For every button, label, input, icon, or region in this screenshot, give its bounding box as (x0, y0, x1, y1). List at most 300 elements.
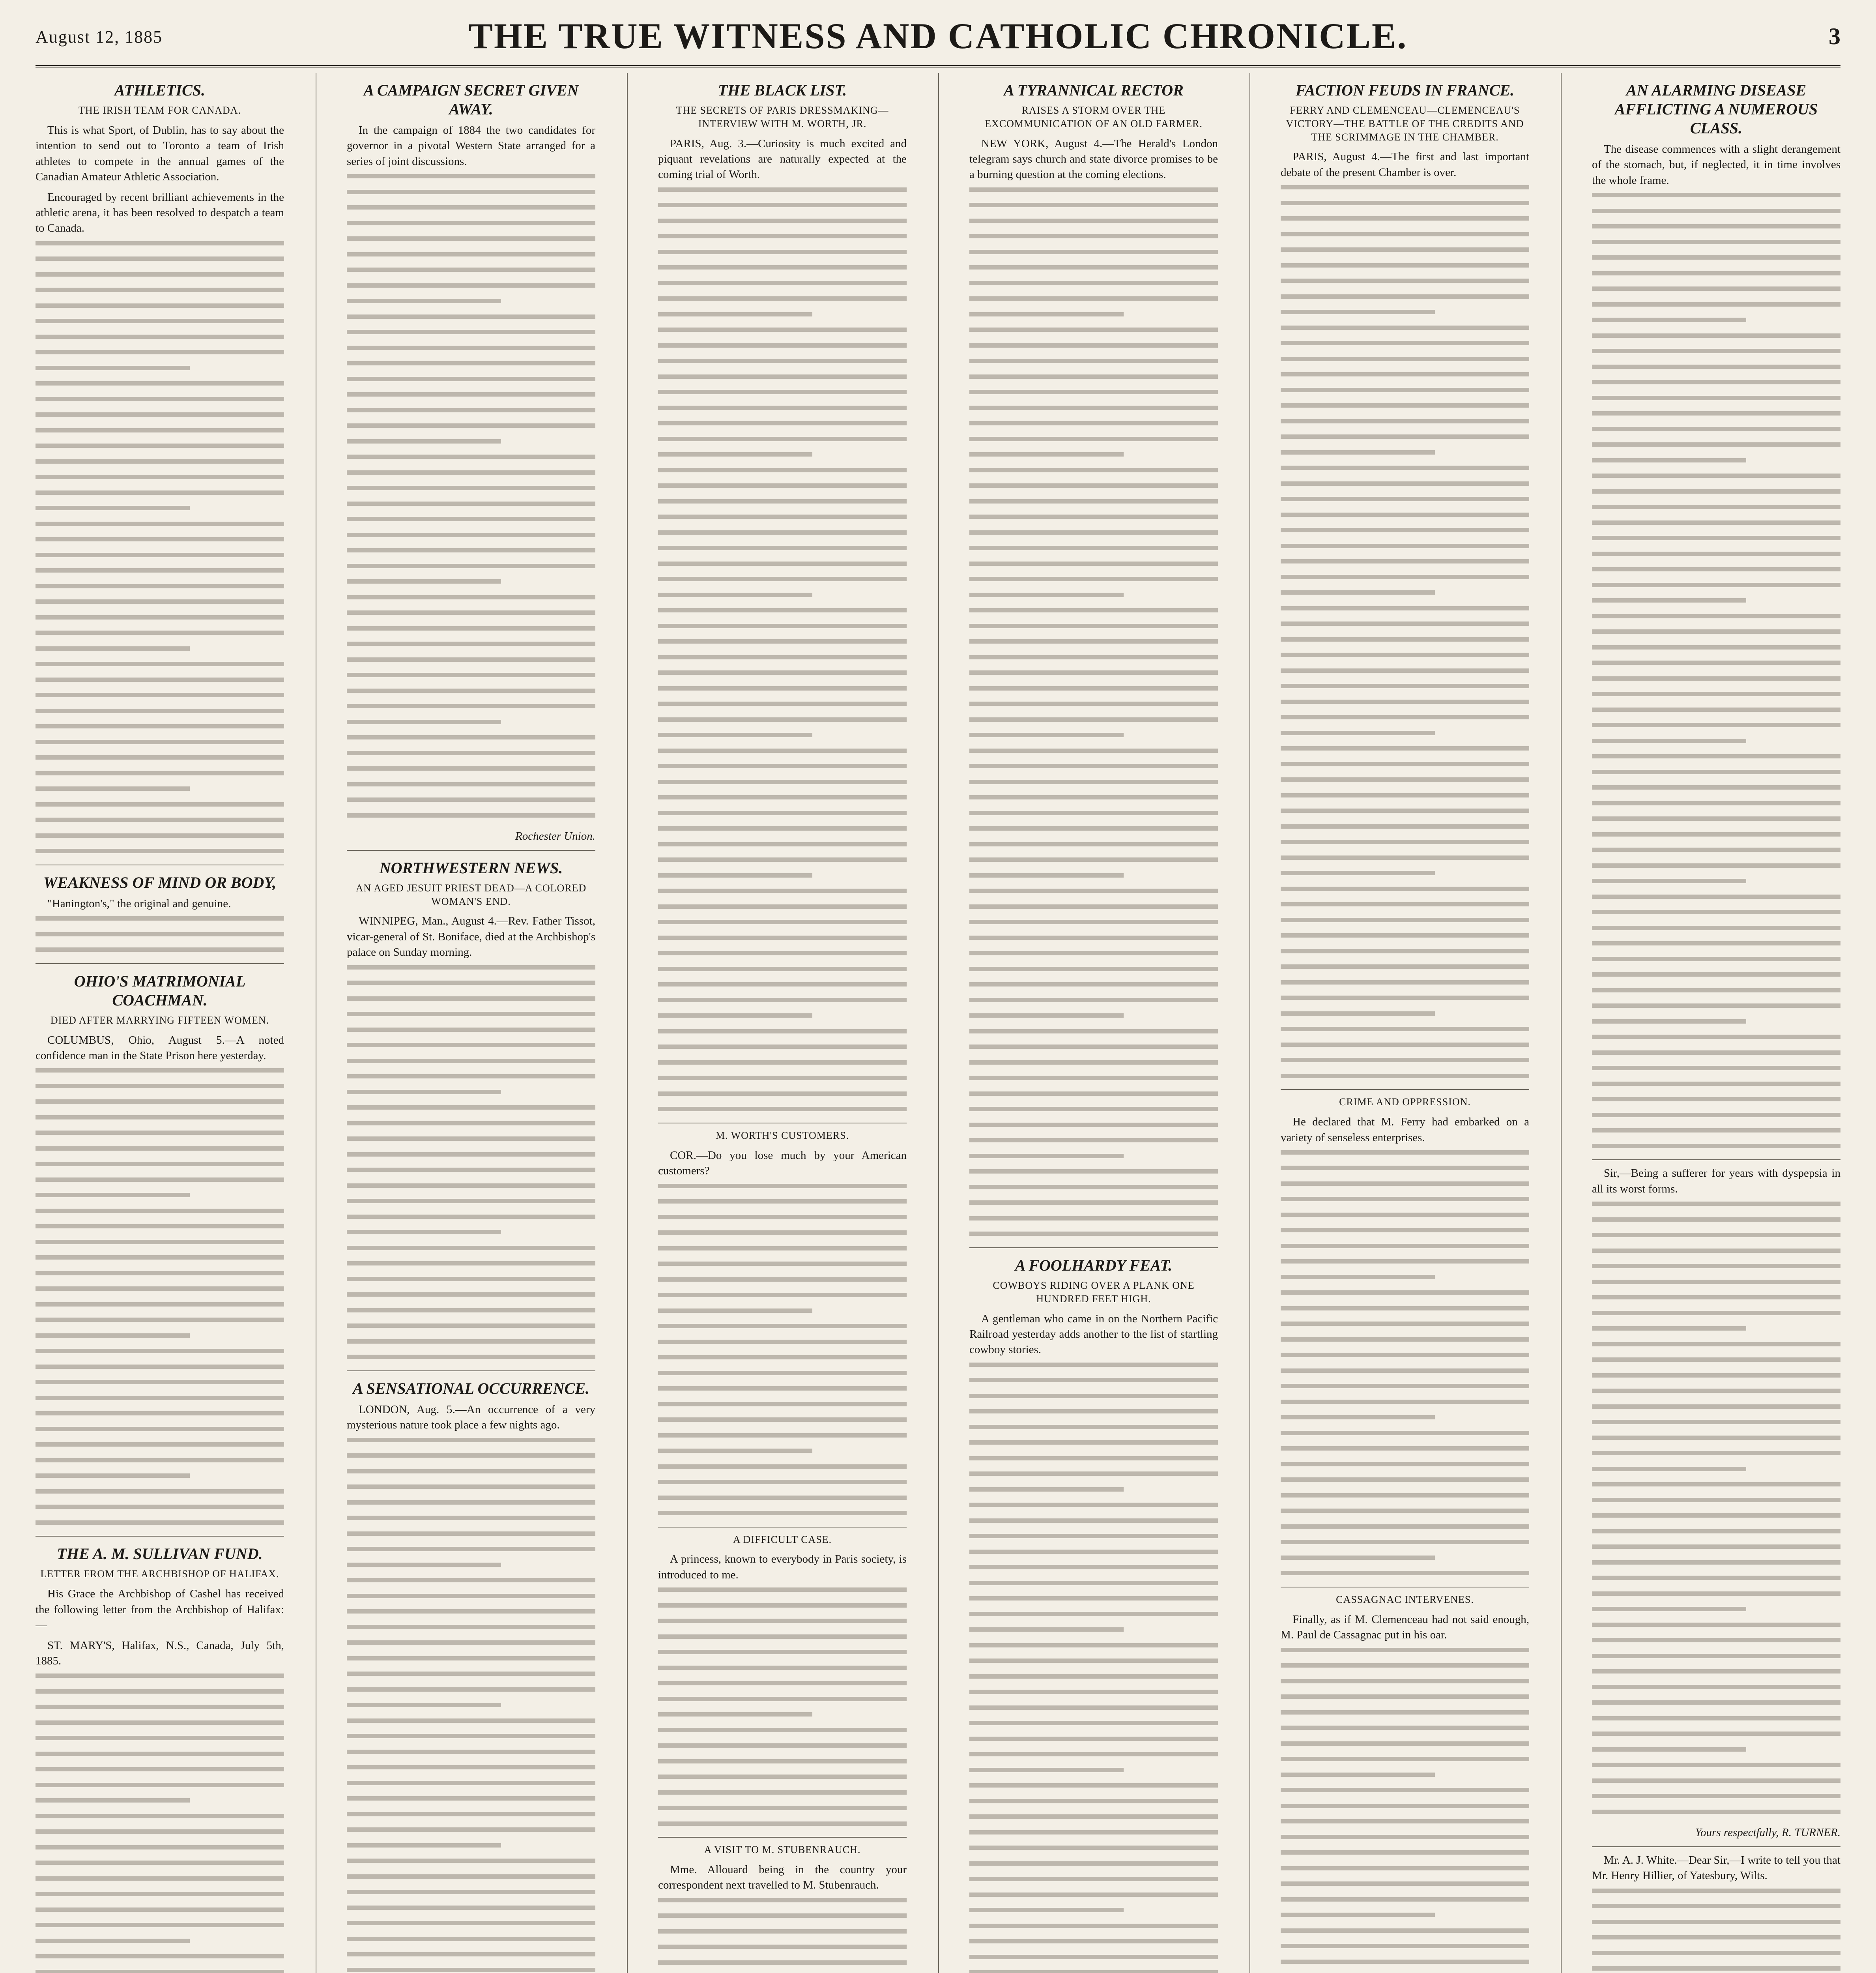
text-line (347, 1640, 595, 1645)
article (658, 1843, 907, 1973)
text-line (36, 366, 190, 370)
text-line (1281, 684, 1529, 688)
article-text-lines (347, 965, 595, 1359)
article-text-lines (347, 174, 595, 818)
text-line (1592, 318, 1746, 322)
text-line (969, 1752, 1218, 1756)
text-line (969, 1783, 1218, 1788)
text-line (658, 1960, 907, 1965)
article (347, 81, 595, 851)
text-line (658, 593, 812, 597)
text-line (1592, 1249, 1840, 1253)
text-line (658, 406, 907, 410)
text-line (1281, 621, 1529, 626)
text-line (347, 1656, 595, 1660)
text-line (1281, 762, 1529, 766)
text-line (1281, 1197, 1529, 1201)
text-line (969, 857, 1218, 862)
text-line (36, 412, 284, 417)
text-line (658, 670, 907, 675)
text-line (1592, 1763, 1840, 1767)
article-text-lines (1592, 193, 1840, 1148)
text-line (658, 842, 907, 846)
text-line (969, 624, 1218, 628)
article-text-lines (36, 1673, 284, 1973)
article-headline: OHIO'S MATRIMONIAL COACHMAN. (74, 972, 246, 1009)
text-line (347, 1059, 595, 1063)
article-headline: A TYRANNICAL RECTOR (1004, 81, 1184, 99)
page-number: 3 (1829, 23, 1840, 49)
text-line (36, 740, 284, 744)
column-rule (1561, 73, 1562, 1973)
article-subheadline: CASSAGNAC INTERVENES. (1336, 1593, 1474, 1605)
article (658, 1533, 907, 1838)
text-line (1592, 1311, 1840, 1315)
text-line (658, 826, 907, 831)
text-line (347, 252, 595, 256)
text-line (347, 1750, 595, 1754)
text-line (1281, 933, 1529, 938)
text-line (1592, 1794, 1840, 1798)
text-line (658, 1821, 907, 1826)
text-line (1592, 1097, 1840, 1101)
text-line (1592, 723, 1840, 727)
text-line (658, 1293, 907, 1297)
text-line (1592, 1778, 1840, 1783)
text-line (658, 1480, 907, 1484)
masthead (36, 11, 1840, 62)
article-text-lines (658, 1587, 907, 1826)
text-line (347, 1968, 595, 1972)
text-line (347, 813, 595, 818)
text-line (1592, 972, 1840, 977)
text-line (1592, 1747, 1746, 1752)
text-line (658, 1402, 907, 1406)
text-line (969, 374, 1218, 379)
text-line (347, 704, 595, 708)
text-line (658, 390, 907, 394)
text-line (347, 1687, 595, 1692)
article-text-lines (1281, 185, 1529, 1078)
text-line (658, 1199, 907, 1204)
text-line (1281, 544, 1529, 548)
text-line (36, 599, 284, 604)
article-subheadline: CRIME AND OPPRESSION. (1339, 1096, 1471, 1108)
text-line (347, 1215, 595, 1219)
text-line (658, 1045, 907, 1049)
text-line (347, 486, 595, 490)
text-line (1281, 1540, 1529, 1544)
text-line (1592, 489, 1840, 494)
article (347, 1379, 595, 1973)
article-divider (1592, 1846, 1840, 1847)
text-line (969, 780, 1218, 784)
text-line (1592, 1732, 1840, 1736)
text-line (969, 1830, 1218, 1834)
article-paragraph: WINNIPEG, Man., August 4.—Rev. Father Tissot, vicar-general of St. Boniface, died at the Archbishop's palace on Sunday morning. (347, 915, 595, 959)
text-line (347, 579, 501, 584)
text-line (1592, 645, 1840, 650)
text-line (969, 1518, 1218, 1523)
text-line (347, 720, 501, 724)
text-line (347, 1277, 595, 1281)
article (1592, 81, 1840, 1160)
text-line (1592, 1513, 1840, 1518)
text-line (969, 1534, 1218, 1538)
text-line (658, 1230, 907, 1235)
text-line (1281, 1819, 1529, 1823)
text-line (969, 468, 1218, 472)
text-line (658, 577, 907, 581)
text-line (1592, 255, 1840, 260)
article-paragraph: A princess, known to everybody in Paris society, is introduced to me. (658, 1553, 907, 1581)
text-line (1592, 349, 1840, 353)
text-line (36, 1489, 284, 1494)
text-line (1592, 536, 1840, 540)
text-line (658, 468, 907, 472)
article-text-lines (1592, 1889, 1840, 1973)
text-line (347, 1937, 595, 1941)
text-line (1281, 1213, 1529, 1217)
article-paragraph: A gentleman who came in on the Northern Pacific Railroad yesterday adds another to the list of startling cowboy stories. (969, 1312, 1218, 1356)
text-line (347, 439, 501, 444)
text-line (658, 1728, 907, 1732)
text-line (347, 268, 595, 272)
text-line (969, 998, 1218, 1002)
text-line (36, 1673, 284, 1678)
text-line (658, 1262, 907, 1266)
text-line (1592, 629, 1840, 634)
text-line (1592, 1357, 1840, 1362)
text-line (1592, 1700, 1840, 1705)
text-line (1281, 1462, 1529, 1466)
text-line (36, 335, 284, 339)
text-line (347, 1500, 595, 1505)
text-line (969, 483, 1218, 488)
text-line (1592, 1498, 1840, 1502)
text-line (347, 1028, 595, 1032)
text-line (36, 272, 284, 277)
text-line (347, 361, 595, 365)
text-line (658, 857, 907, 862)
masthead-rule (36, 65, 1840, 67)
text-line (969, 749, 1218, 753)
text-line (969, 1581, 1218, 1585)
text-line (36, 818, 284, 822)
text-line (1281, 1150, 1529, 1155)
text-line (1281, 247, 1529, 252)
text-line (658, 1417, 907, 1422)
text-line (347, 1906, 595, 1910)
text-line (1281, 887, 1529, 891)
text-line (347, 1563, 501, 1567)
text-line (969, 437, 1218, 441)
text-line (1592, 1591, 1840, 1596)
text-line (1281, 279, 1529, 283)
text-line (658, 639, 907, 644)
text-line (347, 533, 595, 537)
text-line (36, 241, 284, 245)
text-line (969, 1939, 1218, 1943)
text-line (1592, 224, 1840, 228)
text-line (1592, 957, 1840, 961)
text-line (1592, 1529, 1840, 1533)
text-line (36, 1271, 284, 1275)
text-line (1281, 1384, 1529, 1388)
text-line (36, 1115, 284, 1119)
text-line (1281, 294, 1529, 299)
article-paragraph: COR.—Do you lose much by your American customers? (658, 1149, 907, 1177)
text-line (1592, 1389, 1840, 1393)
text-line (1592, 271, 1840, 275)
text-line (347, 1339, 595, 1344)
text-line (36, 459, 284, 464)
text-line (36, 1442, 284, 1447)
text-line (658, 1511, 907, 1515)
text-line (1592, 895, 1840, 899)
article-headline: AN ALARMING DISEASE AFFLICTING A NUMEROUS CLASS. (1614, 81, 1818, 137)
text-line (969, 686, 1218, 691)
text-line (1592, 879, 1746, 883)
article-text-lines (658, 1184, 907, 1516)
text-line (36, 1131, 284, 1135)
text-line (347, 595, 595, 599)
text-line (969, 1565, 1218, 1569)
text-line (1281, 1415, 1435, 1419)
text-line (36, 1333, 190, 1338)
text-line (1592, 848, 1840, 852)
text-line (658, 203, 907, 207)
text-line (36, 1783, 284, 1787)
article (1281, 81, 1529, 1090)
text-line (658, 920, 907, 924)
text-line (1592, 1050, 1840, 1055)
text-line (969, 1060, 1218, 1065)
text-line (658, 530, 907, 535)
text-line (969, 250, 1218, 254)
text-line (36, 646, 190, 651)
text-line (658, 1898, 907, 1902)
text-line (1592, 552, 1840, 556)
article-paragraph: In the campaign of 1884 the two candidates for governor in a pivotal Western State arranged for a series of joint discussions. (347, 124, 595, 168)
text-line (36, 428, 284, 432)
text-line (1592, 1889, 1840, 1893)
article (36, 81, 284, 865)
text-line (347, 965, 595, 970)
text-line (36, 1705, 284, 1709)
text-line (1281, 1944, 1529, 1948)
text-line (1592, 1576, 1840, 1580)
text-line (658, 624, 907, 628)
text-line (1592, 1482, 1840, 1486)
text-line (1592, 1951, 1840, 1955)
text-line (1281, 372, 1529, 376)
text-line (1281, 700, 1529, 704)
text-line (1592, 1623, 1840, 1627)
text-line (347, 981, 595, 985)
text-line (1592, 598, 1746, 603)
text-line (36, 1427, 284, 1431)
text-line (658, 1433, 907, 1438)
text-line (969, 795, 1218, 799)
article-paragraph: LONDON, Aug. 5.—An occurrence of a very mysterious nature took place a few nights ago. (347, 1403, 595, 1432)
article-paragraph: PARIS, August 4.—The first and last important debate of the present Chamber is over. (1281, 150, 1529, 179)
text-line (347, 190, 595, 194)
text-line (36, 1520, 284, 1525)
text-line (1592, 1638, 1840, 1642)
text-line (347, 1453, 595, 1458)
text-line (1281, 1881, 1529, 1886)
text-line (1281, 902, 1529, 906)
text-line (347, 996, 595, 1001)
text-line (658, 234, 907, 238)
text-line (1592, 910, 1840, 914)
article-subheadline: AN AGED JESUIT PRIEST DEAD—A COLORED WOMAN'S END. (355, 882, 587, 907)
text-line (1281, 1710, 1529, 1715)
article-divider (1281, 1089, 1529, 1090)
text-line (1281, 513, 1529, 517)
text-line (347, 1625, 595, 1629)
text-line (1281, 1181, 1529, 1186)
text-line (36, 1349, 284, 1353)
text-line (658, 733, 812, 737)
text-line (36, 1380, 284, 1384)
text-line (969, 1861, 1218, 1866)
text-line (1281, 1913, 1435, 1917)
text-line (36, 1084, 284, 1088)
article-subheadline: A VISIT TO M. STUBENRAUCH. (704, 1844, 861, 1856)
article-divider (347, 1370, 595, 1371)
column-rule (938, 73, 939, 1973)
article-paragraph: "Hanington's," the original and genuine. (47, 897, 231, 910)
text-line (347, 1469, 595, 1473)
text-line (969, 1425, 1218, 1429)
article-paragraph: PARIS, Aug. 3.—Curiosity is much excited and piquant revelations are naturally expected at the coming trial of Worth. (658, 137, 907, 181)
text-line (1281, 1679, 1529, 1683)
text-line (969, 1643, 1218, 1647)
text-line (658, 452, 812, 457)
article-text-lines (36, 916, 284, 952)
text-line (1592, 1685, 1840, 1689)
text-line (1281, 871, 1435, 875)
text-line (1592, 458, 1746, 462)
text-line (36, 1892, 284, 1896)
text-line (1592, 770, 1840, 774)
text-line (36, 397, 284, 401)
text-line (36, 709, 284, 713)
article-subheadline: COWBOYS RIDING OVER A PLANK ONE HUNDRED FEET HIGH. (993, 1279, 1195, 1305)
text-line (347, 1952, 595, 1956)
text-line (1281, 1773, 1435, 1777)
text-line (36, 1396, 284, 1400)
text-line (1281, 1166, 1529, 1170)
text-line (1592, 988, 1840, 992)
text-line (969, 826, 1218, 831)
article (969, 1256, 1218, 1973)
article-text-lines (1592, 1202, 1840, 1814)
text-line (658, 1464, 907, 1469)
article-paragraph: Mr. A. J. White.—Dear Sir,—I write to tell you that Mr. Henry Hillier, of Yatesbury, Wilts. (1592, 1853, 1840, 1882)
text-line (347, 502, 595, 506)
text-line (1281, 1694, 1529, 1699)
text-line (347, 1012, 595, 1016)
text-line (1281, 341, 1529, 345)
text-line (1592, 1280, 1840, 1284)
text-line (969, 889, 1218, 893)
article (36, 873, 284, 964)
article-headline: A FOOLHARDY FEAT. (1015, 1256, 1173, 1274)
text-line (1592, 926, 1840, 930)
text-line (36, 1365, 284, 1369)
text-line (1592, 863, 1840, 868)
article-subheadline: A DIFFICULT CASE. (733, 1533, 832, 1545)
text-line (347, 1484, 595, 1489)
text-line (969, 1737, 1218, 1741)
text-line (969, 234, 1218, 238)
article-divider (969, 1247, 1218, 1248)
text-line (36, 1939, 190, 1943)
article-paragraph: This is what Sport, of Dublin, has to say about the intention to send out to Toronto a team of Irish athletes to compete in the annual games of the Canadian Amateur Athletic Association. (36, 124, 284, 183)
text-line (658, 1386, 907, 1391)
text-line (347, 1105, 595, 1110)
text-line (1592, 209, 1840, 213)
text-line (1281, 1275, 1435, 1279)
text-line (347, 1781, 595, 1785)
text-line (1592, 1607, 1746, 1611)
text-line (347, 1672, 595, 1676)
text-line (1592, 832, 1840, 837)
text-line (36, 444, 284, 448)
text-line (1281, 777, 1529, 782)
text-line (347, 1168, 595, 1172)
text-line (658, 1496, 907, 1500)
text-line (347, 423, 595, 428)
text-line (1592, 411, 1840, 416)
text-line (347, 1812, 595, 1816)
text-line (1592, 302, 1840, 307)
text-line (1592, 1560, 1840, 1565)
text-line (347, 314, 595, 319)
text-line (1281, 840, 1529, 844)
text-line (1592, 816, 1840, 821)
text-line (1281, 855, 1529, 860)
text-line (347, 1246, 595, 1250)
text-line (1592, 1217, 1840, 1222)
text-line (347, 1921, 595, 1925)
text-line (658, 655, 907, 659)
text-line (969, 390, 1218, 394)
text-line (1281, 1368, 1529, 1373)
article-paragraph: Encouraged by recent brilliant achievements in the athletic arena, it has been resolved to despatch a team to Canada. (36, 191, 284, 235)
text-line (347, 1199, 595, 1203)
text-line (1281, 1663, 1529, 1668)
text-line (658, 281, 907, 285)
text-line (969, 639, 1218, 644)
column-1 (36, 73, 284, 1973)
article (658, 1129, 907, 1527)
article-divider (347, 850, 595, 851)
text-line (1281, 1556, 1435, 1560)
text-line (347, 610, 595, 615)
text-line (1592, 1420, 1840, 1424)
article-paragraph: Finally, as if M. Clemenceau had not said enough, M. Paul de Cassagnac put in his oar. (1281, 1613, 1529, 1642)
article (969, 81, 1218, 1248)
text-line (36, 755, 284, 760)
text-line (658, 717, 907, 722)
text-line (969, 343, 1218, 348)
text-line (1592, 941, 1840, 945)
text-line (658, 1246, 907, 1250)
